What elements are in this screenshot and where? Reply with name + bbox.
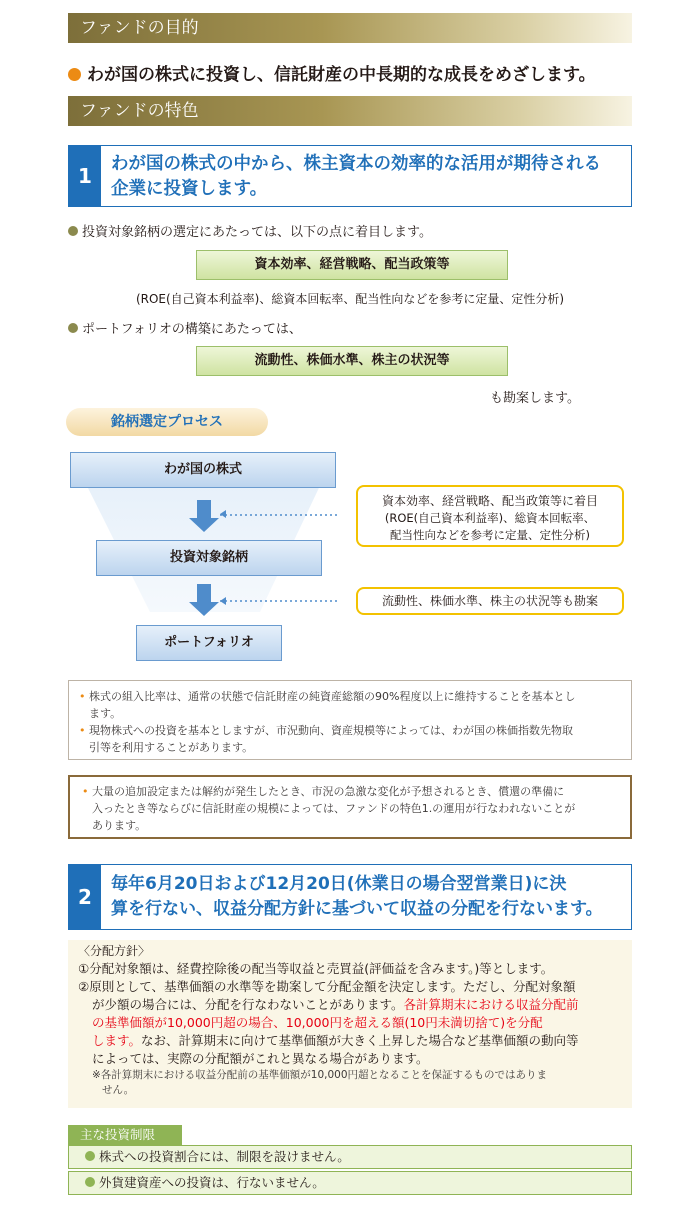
footnote-line2: せん。: [102, 1084, 135, 1096]
process-label: 銘柄選定プロセス: [66, 408, 268, 436]
note1-line2: ます。: [89, 707, 122, 720]
distribution-text: が少額の場合には、分配を行なわないことがあります。: [92, 997, 404, 1012]
distribution-item1: ①分配対象額は、経費控除後の配当等収益と売買益(評価益を含みます。)等とします。: [78, 961, 554, 976]
restriction-item-1-text: 株式への投資割合には、制限を設けません。: [99, 1149, 350, 1164]
distribution-item2-line1: ②原則として、基準価額の水準等を勘案して分配金額を決定します。ただし、分配対象額: [78, 979, 576, 994]
feature1-box: [68, 145, 632, 207]
process-step-portfolio: ポートフォリオ: [136, 625, 282, 661]
distribution-text: なお、計算期末に向けて基準価額が大きく上昇した場合など基準価額の動向等: [141, 1033, 579, 1048]
feature2-title-line2: 算を行ない、収益分配方針に基づいて収益の分配を行ないます。: [111, 899, 603, 919]
feature1-bullet2-text: ポートフォリオの構築にあたっては、: [82, 322, 302, 337]
callout-selection: [356, 485, 624, 547]
note2-line2: 引等を利用することがあります。: [89, 741, 254, 754]
distribution-item2-line2: [78, 996, 622, 1014]
feature2-box: [68, 864, 632, 930]
orange-bullet-icon: [68, 68, 81, 81]
focus-box-2: 流動性、株価水準、株主の状況等: [196, 346, 508, 376]
feature1-title: [111, 152, 625, 202]
features-heading: ファンドの特色: [68, 96, 632, 126]
feature1-title-line2: 企業に投資します。: [111, 179, 268, 199]
restriction-item-1: [68, 1145, 632, 1169]
notes-box-1: [68, 680, 632, 760]
focus-box-2-after: も勘案します。: [490, 391, 580, 406]
note-item: [82, 783, 618, 834]
note3-line2: 入ったとき等ならびに信託財産の規模によっては、ファンドの特色1.の運用が行なわれないことが: [92, 802, 576, 815]
focus-box-1-note: (ROE(自己資本利益率)、総資本回転率、配当性向などを参考に定量、定性分析): [135, 292, 565, 306]
purpose-text: わが国の株式に投資し、信託財産の中長期的な成長をめざします。: [87, 65, 596, 85]
process-step-targets: 投資対象銘柄: [96, 540, 322, 576]
distribution-red-text: します。: [92, 1033, 142, 1048]
distribution-item2-line3: の基準価額が10,000円超の場合、10,000円を超える額(10円未満切捨て)を分配: [92, 1015, 543, 1030]
restrictions-label: 主な投資制限: [68, 1125, 182, 1145]
process-step-stocks: わが国の株式: [70, 452, 336, 488]
pointer-arrow-icon: [220, 510, 226, 518]
restriction-item-2: [68, 1171, 632, 1195]
callout-portfolio: 流動性、株価水準、株主の状況等も勘案: [356, 587, 624, 615]
purpose-text-row: [68, 60, 596, 85]
bullet-dot-icon: [85, 1177, 95, 1187]
feature2-title-line1: 毎年6月20日および12月20日(休業日の場合翌営業日)に決: [111, 874, 567, 894]
feature2-title: [111, 872, 625, 922]
bullet-dot-icon: [68, 226, 78, 236]
note-item: [79, 722, 621, 756]
distribution-item2-line4: [78, 1032, 622, 1050]
distribution-item2-line5: によっては、実際の分配額がこれと異なる場合があります。: [92, 1051, 429, 1066]
note3-line1: • 大量の追加設定または解約が発生したとき、市況の急激な変化が予想されるとき、償還の準備に: [92, 785, 565, 798]
pointer-arrow-icon: [220, 597, 226, 605]
feature1-bullet1-text: 投資対象銘柄の選定にあたっては、以下の点に着目します。: [82, 225, 432, 240]
callout1-line1: 資本効率、経営戦略、配当政策等に着目: [381, 494, 598, 508]
note-item: [79, 688, 621, 722]
focus-box-1: 資本効率、経営戦略、配当政策等: [196, 250, 508, 280]
callout1-line2: (ROE(自己資本利益率)、総資本回転率、: [384, 511, 596, 525]
feature1-number: 1: [69, 146, 101, 206]
notes-box-2: [68, 775, 632, 839]
feature1-bullet2: [68, 318, 302, 337]
note3-line3: あります。: [92, 819, 147, 832]
note1-line1: • 株式の組入比率は、通常の状態で信託財産の純資産総額の90%程度以上に維持することを基本とし: [89, 690, 576, 703]
feature1-bullet1: [68, 221, 432, 240]
feature2-number: 2: [69, 865, 101, 929]
distribution-label: 〈分配方針〉: [78, 944, 151, 958]
distribution-footnote: [78, 1068, 622, 1098]
note2-line1: • 現物株式への投資を基本としますが、市況動向、資産規模等によっては、わが国の株価指数先物取: [89, 724, 573, 737]
distribution-red-text: 各計算期末における収益分配前: [403, 997, 579, 1012]
bullet-dot-icon: [85, 1151, 95, 1161]
distribution-policy: [68, 940, 632, 1108]
feature1-title-line1: わが国の株式の中から、株主資本の効率的な活用が期待される: [111, 154, 601, 174]
purpose-heading: ファンドの目的: [68, 13, 632, 43]
bullet-dot-icon: [68, 323, 78, 333]
restriction-item-2-text: 外貨建資産への投資は、行ないません。: [99, 1175, 325, 1190]
footnote-line1: ※各計算期末における収益分配前の基準価額が10,000円超となることを保証するものではありま: [92, 1069, 548, 1081]
callout1-line3: 配当性向などを参考に定量、定性分析): [390, 528, 590, 542]
